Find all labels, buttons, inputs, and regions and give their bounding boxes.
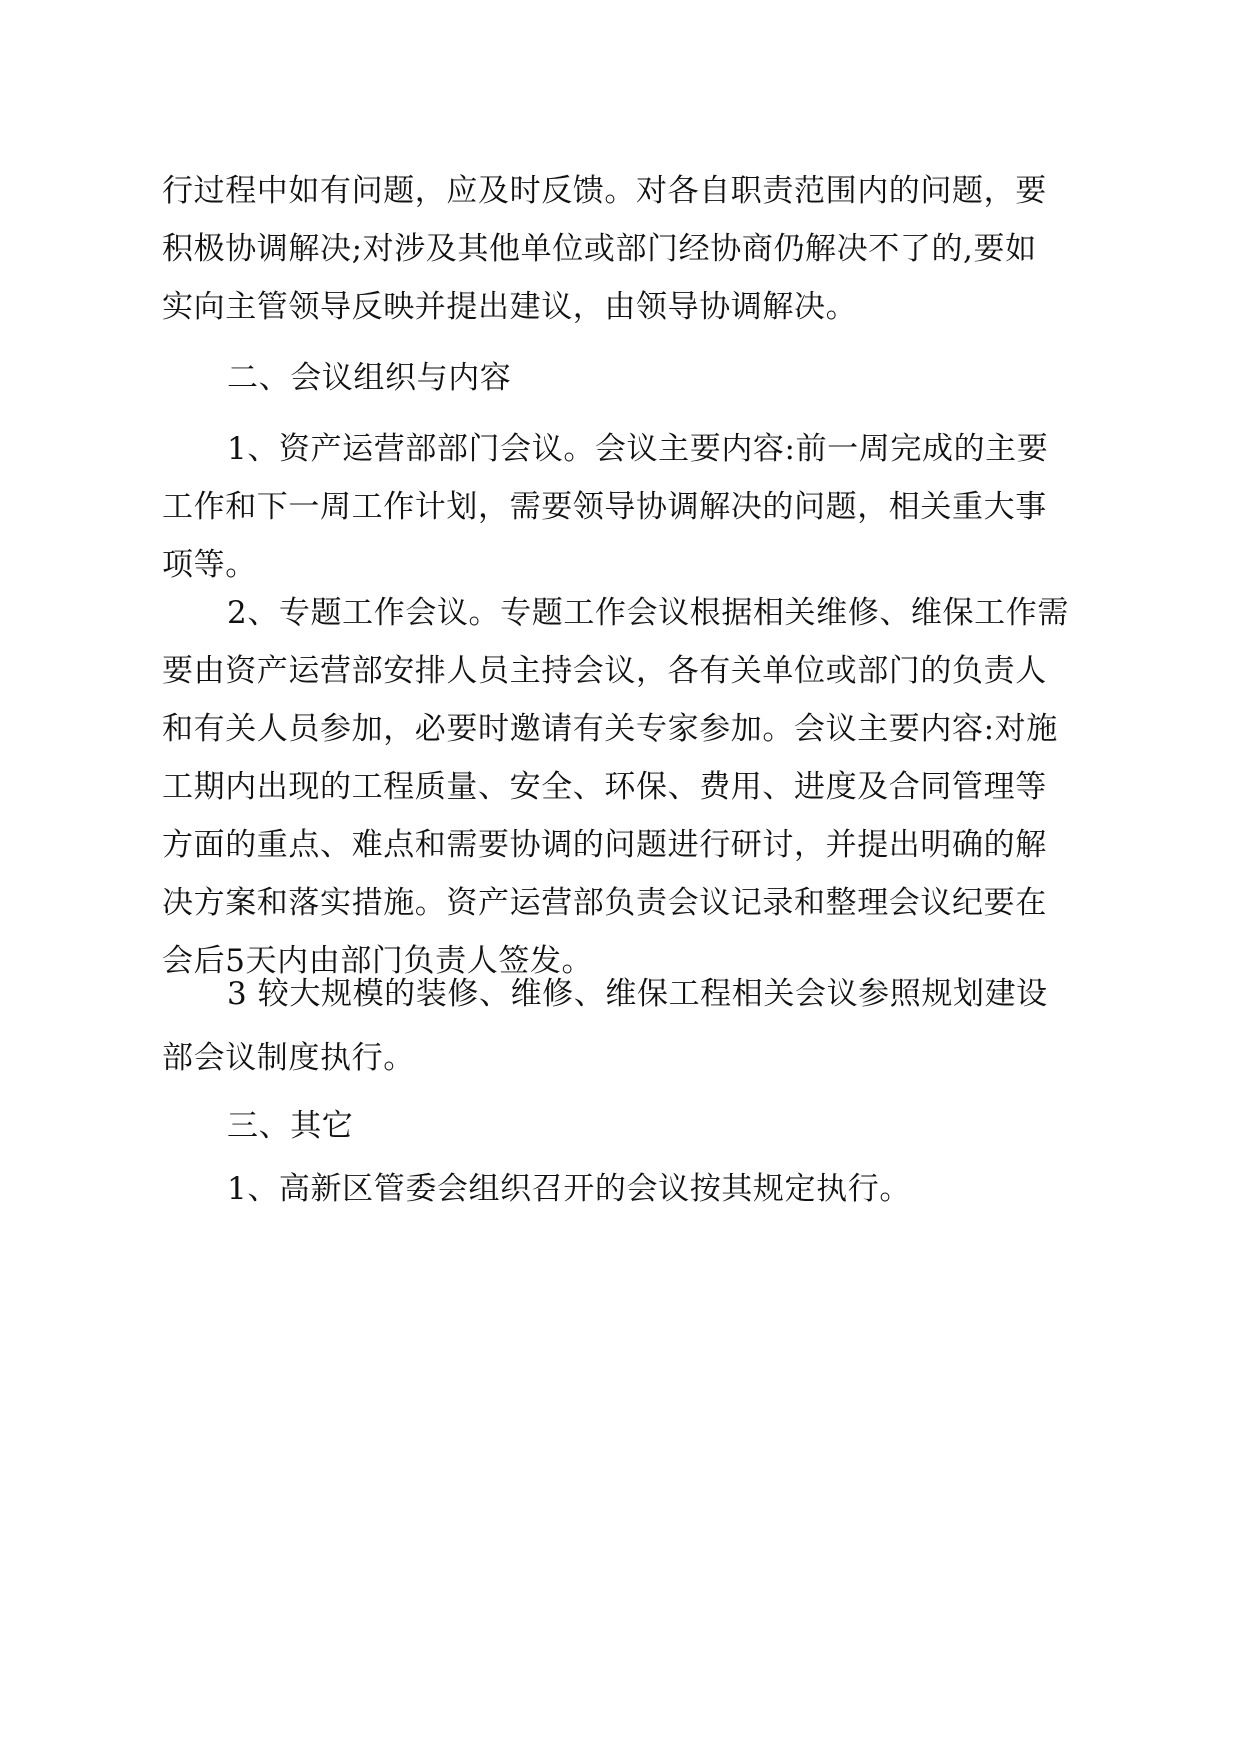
paragraph-line: 积极协调解决;对涉及其他单位或部门经协商仍解决不了的,要如 <box>162 231 1037 267</box>
item1-paragraph <box>162 420 1092 594</box>
paragraph-line: 会后5天内由部门负责人签发。 <box>162 943 594 979</box>
paragraph-line: 项等。 <box>162 547 257 583</box>
paragraph-line: 行过程中如有问题，应及时反馈。对各自职责范围内的问题，要 <box>162 173 1047 209</box>
section3-heading-block <box>162 1097 1092 1155</box>
paragraph-line: 3 较大规模的装修、维修、维保工程相关会议参照规划建设 <box>227 976 1048 1012</box>
item3-paragraph <box>162 965 1092 1087</box>
paragraph-line: 工作和下一周工作计划，需要领导协调解决的问题，相关重大事 <box>162 489 1047 525</box>
paragraph-line: 2、专题工作会议。专题工作会议根据相关维修、维保工作需 <box>227 595 1069 631</box>
section-heading: 二、会议组织与内容 <box>227 360 512 396</box>
item2-paragraph <box>162 584 1092 990</box>
paragraph-line: 1、资产运营部部门会议。会议主要内容:前一周完成的主要 <box>227 431 1049 467</box>
paragraph-continuation <box>162 162 1092 336</box>
section2-heading-block <box>162 349 1092 407</box>
section-heading: 三、其它 <box>227 1108 354 1144</box>
section3-item1-paragraph <box>162 1160 1092 1218</box>
paragraph-line: 工期内出现的工程质量、安全、环保、费用、进度及合同管理等 <box>162 769 1047 805</box>
paragraph-line: 决方案和落实措施。资产运营部负责会议记录和整理会议纪要在 <box>162 885 1047 921</box>
paragraph-line: 要由资产运营部安排人员主持会议，各有关单位或部门的负责人 <box>162 653 1047 689</box>
paragraph-line: 1、高新区管委会组织召开的会议按其规定执行。 <box>227 1171 911 1207</box>
paragraph-line: 部会议制度执行。 <box>162 1040 415 1076</box>
paragraph-line: 方面的重点、难点和需要协调的问题进行研讨，并提出明确的解 <box>162 827 1047 863</box>
paragraph-line: 实向主管领导反映并提出建议，由领导协调解决。 <box>162 289 858 325</box>
paragraph-line: 和有关人员参加，必要时邀请有关专家参加。会议主要内容:对施 <box>162 711 1058 747</box>
